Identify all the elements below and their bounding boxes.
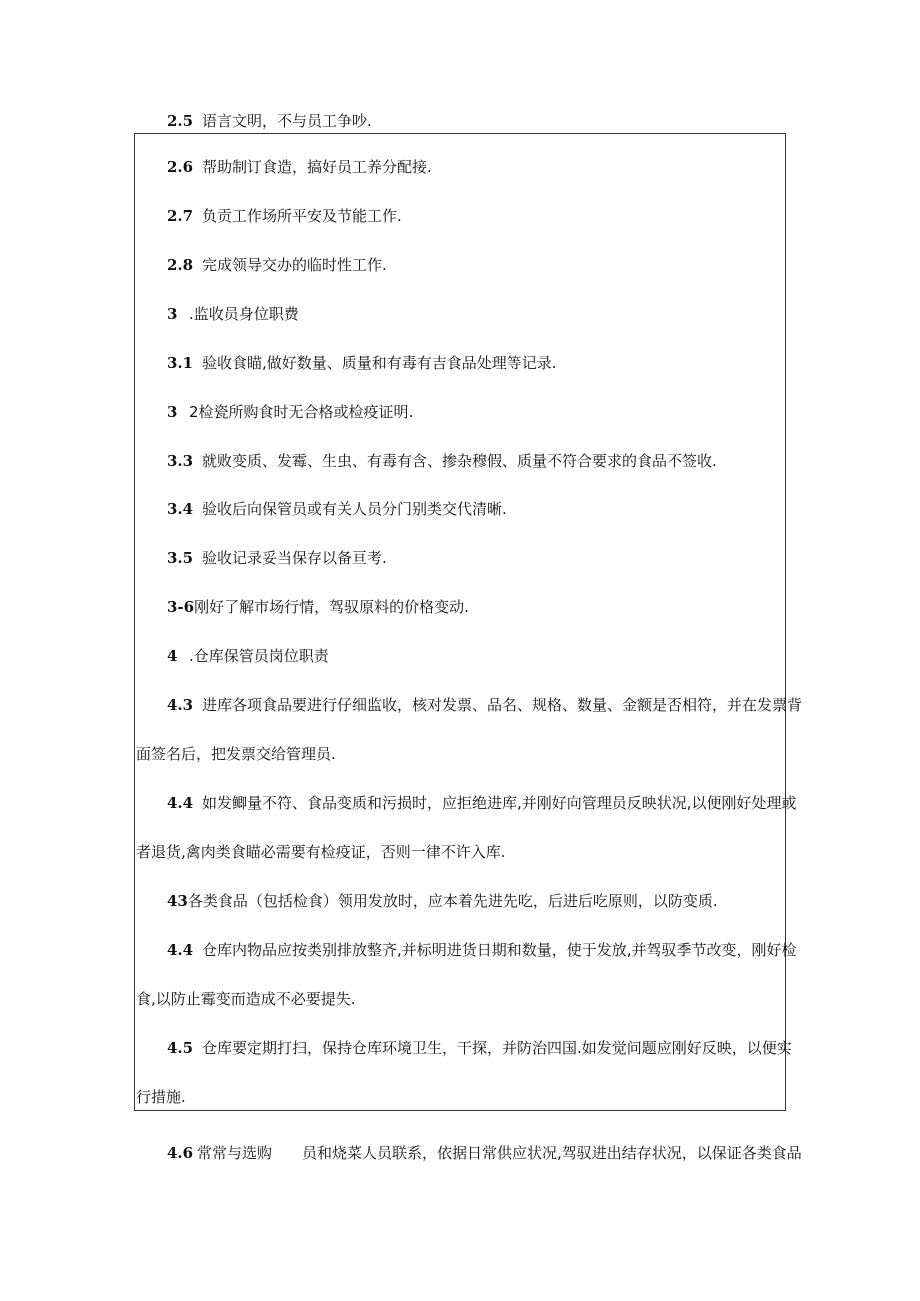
item-3-5 [167,548,387,568]
item-number: 4.3 [167,696,194,714]
item-number: 2.7 [167,207,194,225]
item-text: 负贡工作场所平安及节能工作. [202,207,402,225]
item-text: 语言文明，不与员工争吵. [202,112,372,130]
item-text: 各类食品（包括检食）领用发放时，应本着先进先吃，后进后吃原则，以防变质. [187,892,718,910]
item-text: 就败变质、发霉、生虫、有毒有含、掺杂穆假、质量不符合要求的食品不签收. [202,452,717,470]
item-4-4 [167,793,797,813]
item-3-1 [167,353,557,373]
item-text: 完成领导交办的临时性工作. [202,256,387,274]
item-3-6 [167,597,469,617]
item-text: 者退货,禽肉类食瞄必需要有检疫证，否则一律不许入库. [136,843,506,861]
item-3-4 [167,499,507,519]
item-3-3 [167,451,717,471]
section-3-heading [167,304,299,324]
item-number: 4 [167,647,178,665]
item-text: 面签名后，把发票交给管理员. [136,745,336,763]
item-text: .监收员身位职费 [189,305,299,323]
item-number: 4.4 [167,941,194,959]
item-text: 常常与选购 员和烧菜人员联系，依据日常供应状况,驾驭进出结存状况，以保证各类食品 [197,1144,802,1162]
item-text: 食,以防止霉变而造成不必要提失. [136,990,356,1008]
item-number: 3 [167,305,178,323]
item-2-7 [167,206,402,226]
item-number: 4.6 [167,1144,194,1162]
document-frame [134,133,786,1111]
item-4-4-continued [136,842,506,862]
item-text: 如发鲫量不符、食品变质和污损时，应拒绝进库,并刚好向管理员反映状况,以便刚好处理或 [202,794,797,812]
item-4-3b [167,891,718,911]
item-text: 2检瓷所购食时无合格或检疫证明. [189,403,414,421]
item-number: 3 [167,403,178,421]
item-number: 43 [167,892,188,910]
section-4-heading [167,646,329,666]
item-4-5-continued [136,1087,186,1107]
item-2-8 [167,255,387,275]
item-text: 验收后向保管员或有关人员分门别类交代清晰. [202,500,507,518]
item-text: 验收食瞄,做好数量、质量和有毒有吉食品处理等记录. [202,354,557,372]
item-text: 仓库要定期打扫，保持仓库环境卫生，干探，并防治四国.如发觉问题应刚好反映，以便实 [202,1039,792,1057]
item-4-3-continued [136,744,336,764]
item-3-2 [167,402,413,422]
item-text: 刚好了解市场行情，驾驭原料的价格变动. [194,598,469,616]
item-2-5 [167,111,372,131]
item-text: 进库各项食品要进行仔细监收，核对发票、品名、规格、数量、金额是否相符，并在发票背 [202,696,803,714]
item-number: 3.3 [167,452,194,470]
item-number: 4.4 [167,794,194,812]
item-text: 行措施. [136,1088,186,1106]
item-4-4b [167,940,797,960]
item-number: 3-6 [167,598,195,616]
item-4-6 [167,1143,802,1163]
item-text: 帮助制订食造，搞好员工养分配接. [202,158,432,176]
item-text: 仓库内物品应按类别排放整齐,并标明进货日期和数量，使于发放,并驾驭季节改变，刚好检 [202,941,797,959]
item-number: 3.4 [167,500,194,518]
item-number: 2.8 [167,256,194,274]
item-number: 2.5 [167,112,194,130]
item-number: 3.5 [167,549,194,567]
item-4-4b-continued [136,989,356,1009]
item-text: .仓库保管员岗位职责 [189,647,329,665]
item-4-3 [167,695,802,715]
item-number: 4.5 [167,1039,194,1057]
item-4-5 [167,1038,792,1058]
item-text: 验收记录妥当保存以备亘考. [202,549,387,567]
item-number: 3.1 [167,354,194,372]
item-2-6 [167,157,432,177]
item-number: 2.6 [167,158,194,176]
